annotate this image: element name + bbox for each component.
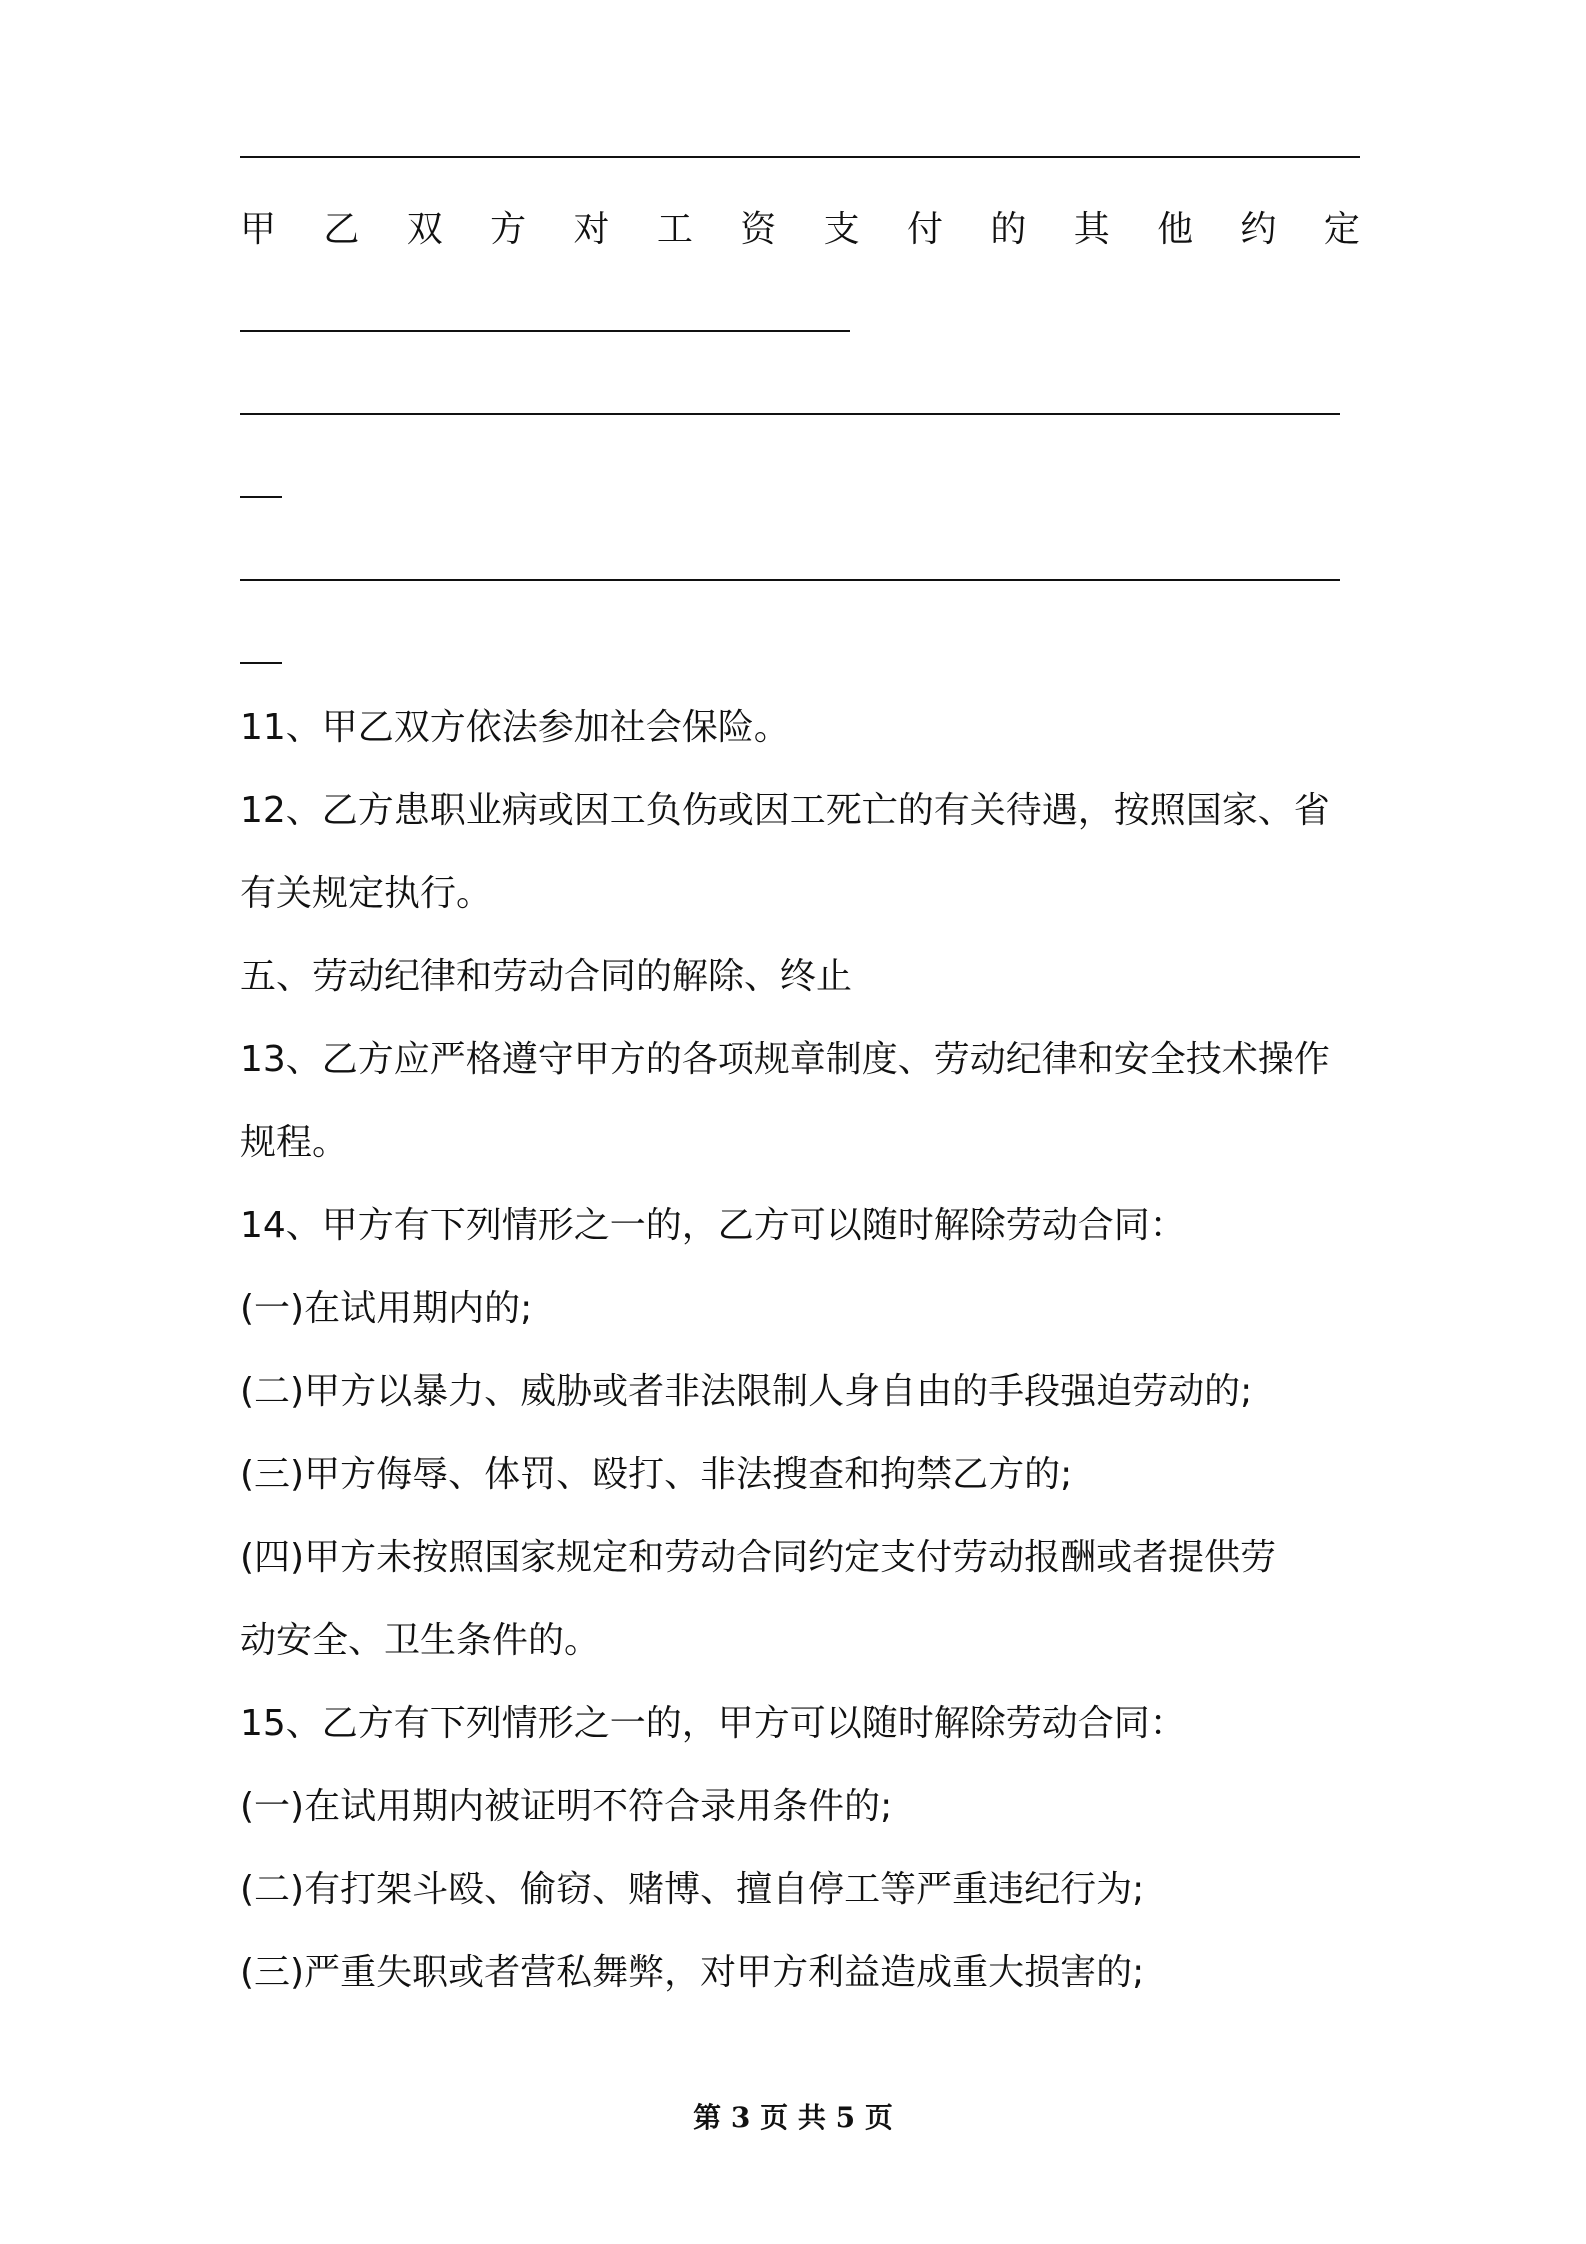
other-wage-agreements-heading xyxy=(240,188,1360,271)
heading-char: 工 xyxy=(656,209,693,250)
fill-in-blank-line xyxy=(240,271,1360,354)
document-body xyxy=(240,188,1360,2014)
blank-underline xyxy=(240,413,1340,415)
clause-12: 12、乙方患职业病或因工负伤或因工死亡的有关待遇，按照国家、省 xyxy=(240,790,1330,831)
heading-char: 对 xyxy=(573,209,610,250)
clause-15-item-2: (二)有打架斗殴、偷窃、赌博、擅自停工等严重违纪行为; xyxy=(240,1869,1145,1910)
heading-char: 付 xyxy=(907,209,944,250)
blank-underline xyxy=(240,579,1340,581)
blank-underline xyxy=(240,496,282,498)
fill-in-blank-line xyxy=(240,354,1360,437)
clause-11: 11、甲乙双方依法参加社会保险。 xyxy=(240,707,790,748)
clause-13-continued: 规程。 xyxy=(240,1122,349,1163)
section-heading: 五、劳动纪律和劳动合同的解除、终止 xyxy=(240,956,853,997)
fill-in-blank-line xyxy=(240,603,1360,686)
heading-char: 他 xyxy=(1157,209,1194,250)
clause-13: 13、乙方应严格遵守甲方的各项规章制度、劳动纪律和安全技术操作 xyxy=(240,1039,1330,1080)
clause-15-item-3: (三)严重失职或者营私舞弊，对甲方利益造成重大损害的; xyxy=(240,1952,1145,1993)
heading-char: 资 xyxy=(740,209,777,250)
clause-14-item-2: (二)甲方以暴力、威胁或者非法限制人身自由的手段强迫劳动的; xyxy=(240,1371,1253,1412)
clause-14-item-1: (一)在试用期内的; xyxy=(240,1288,533,1329)
heading-char: 甲 xyxy=(240,209,277,250)
clause-12-continued: 有关规定执行。 xyxy=(240,873,493,914)
blank-underline xyxy=(240,662,282,664)
blank-underline xyxy=(240,330,850,332)
clause-14: 14、甲方有下列情形之一的，乙方可以随时解除劳动合同： xyxy=(240,1205,1186,1246)
clause-15-item-1: (一)在试用期内被证明不符合录用条件的; xyxy=(240,1786,893,1827)
heading-char: 的 xyxy=(990,209,1027,250)
heading-char: 乙 xyxy=(323,209,360,250)
heading-char: 方 xyxy=(490,209,527,250)
fill-in-blank-line xyxy=(240,520,1360,603)
fill-in-blank-line xyxy=(240,437,1360,520)
heading-char: 支 xyxy=(823,209,860,250)
heading-char: 定 xyxy=(1323,209,1360,250)
clause-14-item-4: (四)甲方未按照国家规定和劳动合同约定支付劳动报酬或者提供劳 xyxy=(240,1537,1277,1578)
heading-char: 其 xyxy=(1073,209,1110,250)
heading-char: 双 xyxy=(406,209,443,250)
clause-14-item-3: (三)甲方侮辱、体罚、殴打、非法搜查和拘禁乙方的; xyxy=(240,1454,1073,1495)
clause-14-item-4-continued: 动安全、卫生条件的。 xyxy=(240,1620,601,1661)
heading-char: 约 xyxy=(1240,209,1277,250)
top-divider xyxy=(240,156,1360,158)
page-number: 第 3 页 共 5 页 xyxy=(693,2101,893,2134)
clause-15: 15、乙方有下列情形之一的，甲方可以随时解除劳动合同： xyxy=(240,1703,1186,1744)
